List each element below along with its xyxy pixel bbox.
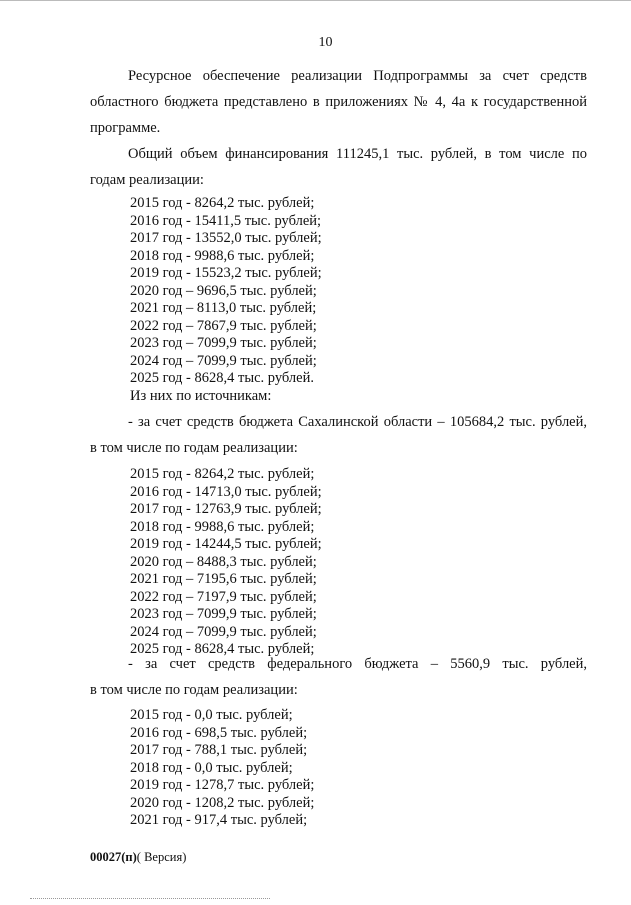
list-item: 2018 год - 9988,6 тыс. рублей; — [130, 247, 315, 264]
list-item: 2015 год - 0,0 тыс. рублей; — [130, 707, 293, 723]
list-item: 2015 год - 8264,2 тыс. рублей; — [130, 195, 315, 211]
list-item: 2022 год – 7867,9 тыс. рублей; — [130, 317, 317, 334]
total-funding-paragraph: Общий объем финансирования 111245,1 тыс. рублей, в том числе по годам реализации: — [90, 146, 587, 188]
list-item: 2017 год - 12763,9 тыс. рублей; — [130, 501, 322, 517]
list-item: 2025 год - 8628,4 тыс. рублей. — [130, 370, 314, 386]
list-item: 2017 год - 13552,0 тыс. рублей; — [130, 230, 322, 246]
list-item: 2020 год – 8488,3 тыс. рублей; — [130, 553, 317, 570]
list-item: 2023 год – 7099,9 тыс. рублей; — [130, 606, 317, 622]
document-footer — [90, 850, 186, 865]
document-version: ( Версия) — [136, 850, 187, 864]
list-item: 2019 год - 14244,5 тыс. рублей; — [130, 536, 322, 552]
page-number: 10 — [318, 35, 333, 50]
page-bottom-edge — [30, 898, 270, 900]
total-by-year-list — [130, 195, 322, 388]
list-item: 2016 год - 15411,5 тыс. рублей; — [130, 212, 322, 229]
list-item: 2022 год – 7197,9 тыс. рублей; — [130, 588, 317, 605]
list-item: 2019 год - 1278,7 тыс. рублей; — [130, 777, 315, 793]
list-item: 2024 год – 7099,9 тыс. рублей; — [130, 623, 317, 640]
list-item: 2015 год - 8264,2 тыс. рублей; — [130, 466, 315, 482]
list-item: 2016 год - 14713,0 тыс. рублей; — [130, 483, 322, 500]
list-item: 2021 год - 917,4 тыс. рублей; — [130, 812, 308, 828]
list-item: 2025 год - 8628,4 тыс. рублей; — [130, 641, 315, 657]
sakhalin-continuation: в том числе по годам реализации: — [90, 440, 298, 456]
list-item: 2024 год – 7099,9 тыс. рублей; — [130, 352, 317, 369]
list-item: 2017 год - 788,1 тыс. рублей; — [130, 742, 308, 758]
federal-by-year-list — [130, 707, 314, 830]
list-item: 2018 год - 0,0 тыс. рублей; — [130, 759, 293, 776]
list-item: 2016 год - 698,5 тыс. рублей; — [130, 724, 308, 741]
list-item: 2021 год – 8113,0 тыс. рублей; — [130, 300, 317, 316]
list-item: 2023 год – 7099,9 тыс. рублей; — [130, 335, 317, 351]
sakhalin-by-year-list — [130, 466, 322, 659]
document-code: 00027(п) — [90, 850, 137, 864]
federal-continuation: в том числе по годам реализации: — [90, 682, 298, 698]
sources-heading: Из них по источникам: — [130, 388, 272, 404]
intro-paragraph: Ресурсное обеспечение реализации Подпрограммы за счет средств областного бюджета представлено в приложениях № 4, 4а к государственной программе. — [90, 68, 587, 136]
federal-source-line: - за счет средств федерального бюджета – 5560,9 тыс. рублей, — [128, 656, 587, 672]
list-item: 2020 год - 1208,2 тыс. рублей; — [130, 794, 315, 811]
list-item: 2018 год - 9988,6 тыс. рублей; — [130, 518, 315, 535]
sakhalin-source-line: - за счет средств бюджета Сахалинской области – 105684,2 тыс. рублей, — [128, 414, 587, 430]
list-item: 2020 год – 9696,5 тыс. рублей; — [130, 282, 317, 299]
list-item: 2021 год – 7195,6 тыс. рублей; — [130, 571, 317, 587]
list-item: 2019 год - 15523,2 тыс. рублей; — [130, 265, 322, 281]
page-top-edge — [0, 0, 631, 5]
